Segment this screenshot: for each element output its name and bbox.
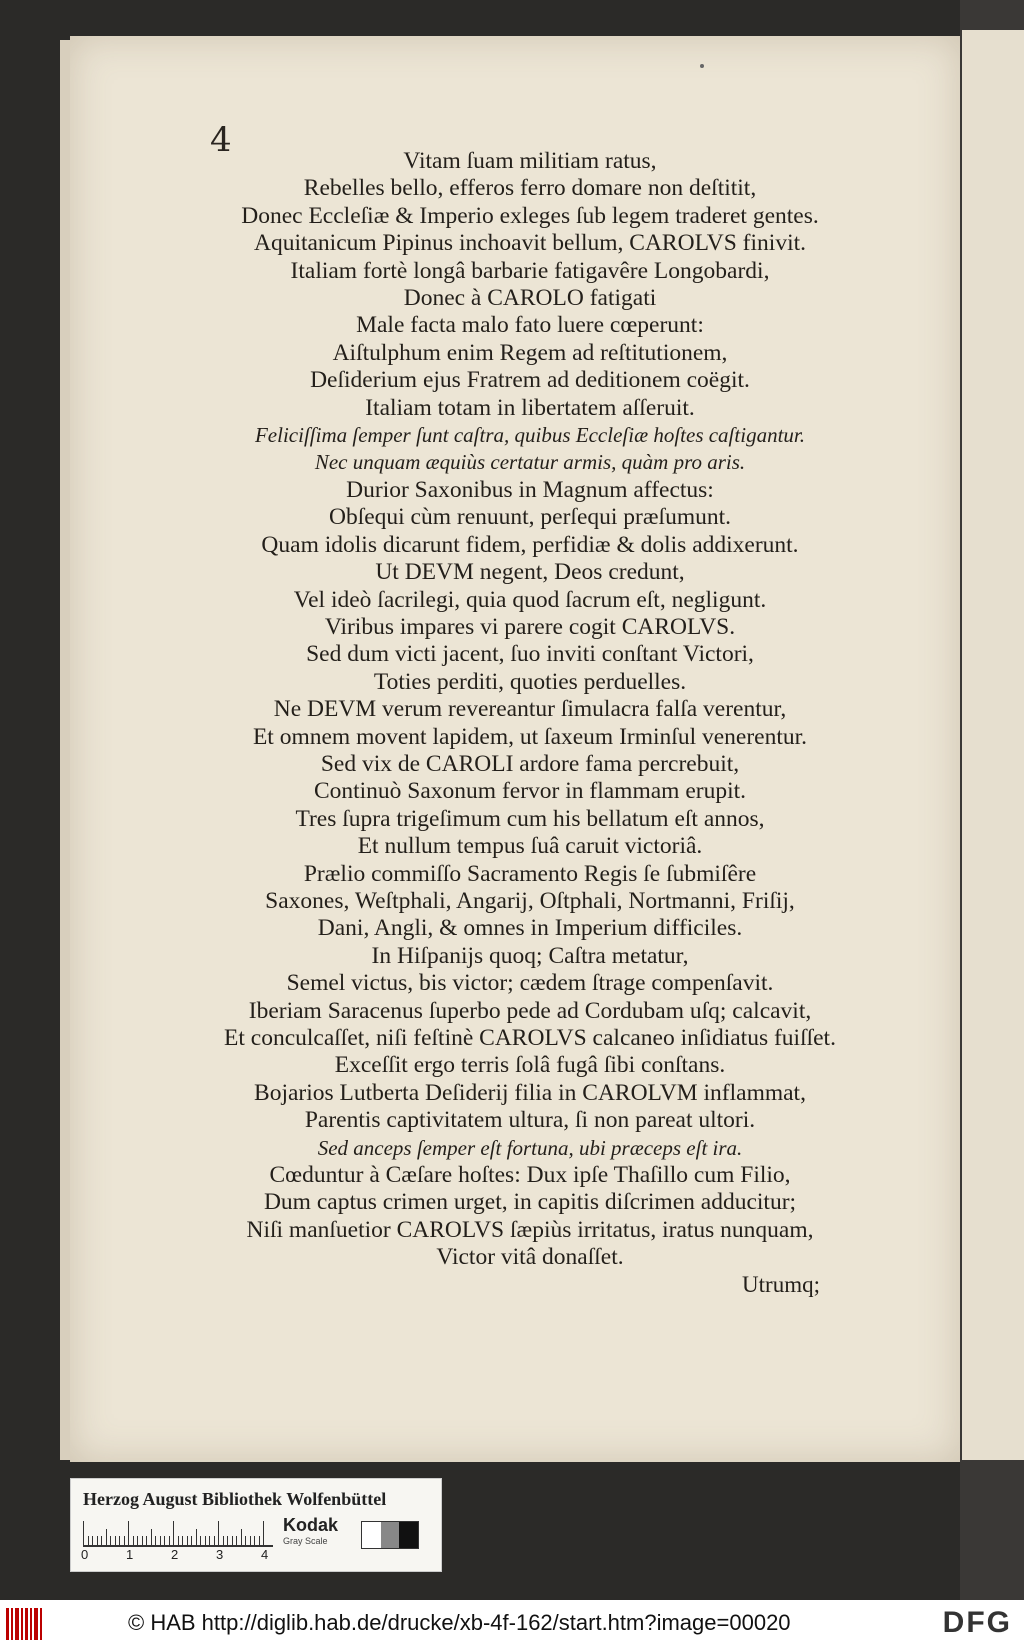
next-page-edge	[962, 30, 1024, 1460]
scale-ruler	[83, 1519, 273, 1547]
dfg-logo: DFG	[942, 1606, 1012, 1639]
ruler-tick	[232, 1536, 233, 1545]
text-line: Italiam fortè longâ barbarie fatigavêre Longobardi,	[290, 257, 770, 284]
ruler-tick	[263, 1521, 264, 1545]
ruler-tick	[137, 1536, 138, 1545]
grayscale-swatch	[361, 1521, 419, 1549]
page-edge	[60, 40, 70, 1460]
text-line: Ne DEVM verum revereantur ſimulacra falſa verentur,	[273, 696, 787, 723]
ruler-number: 3	[216, 1547, 224, 1562]
ruler-tick	[83, 1521, 84, 1545]
ruler-tick	[245, 1536, 246, 1545]
text-line: Tres ſupra trigeſimum cum his bellatum eſt annos,	[295, 805, 765, 832]
ruler-tick	[101, 1536, 102, 1545]
ruler-tick	[214, 1536, 215, 1545]
ruler-tick	[209, 1536, 210, 1545]
ruler-tick	[106, 1529, 107, 1545]
ruler-tick	[254, 1536, 255, 1545]
text-line: Sed dum victi jacent, ſuo inviti conſtant Victori,	[306, 641, 754, 668]
ruler-tick	[88, 1536, 89, 1545]
text-line: Dani, Angli, & omnes in Imperium difficiles.	[317, 915, 743, 942]
text-line: Vel ideò ſacrilegi, quia quod ſacrum eſt, negligunt.	[293, 586, 767, 613]
library-label-card	[70, 1478, 442, 1572]
text-line: Obſequi cùm renuunt, perſequi præſumunt.	[328, 504, 732, 531]
library-name: Herzog August Bibliothek Wolfenbüttel	[83, 1489, 387, 1509]
ruler-number: 4	[261, 1547, 269, 1562]
ruler-number: 0	[81, 1547, 89, 1562]
catchword: Utrumq;	[742, 1272, 820, 1297]
text-line: Rebelles bello, efferos ferro domare non deſtitit,	[303, 175, 757, 202]
ruler-tick	[218, 1521, 219, 1545]
text-line: Viribus impares vi parere cogit CAROLVS.	[324, 613, 736, 640]
text-line: Nec unquam æquiùs certatur armis, quàm pro aris.	[314, 450, 746, 475]
text-line: Prælio commiſſo Sacramento Regis ſe ſubmiſêre	[303, 860, 757, 887]
text-line: Dum captus crimen urget, in capitis diſcrimen adducitur;	[263, 1189, 797, 1216]
text-line: Et nullum tempus ſuâ caruit victoriâ.	[357, 833, 703, 860]
ruler-tick	[124, 1536, 125, 1545]
text-line: Vitam ſuam militiam ratus,	[403, 148, 657, 174]
page-text	[170, 148, 890, 1272]
ruler-tick	[200, 1536, 201, 1545]
text-line: Bojarios Lutberta Deſiderij filia in CAROLVM inflammat,	[254, 1079, 806, 1106]
text-line: Parentis captivitatem ultura, ſi non pareat ultori.	[304, 1107, 756, 1134]
text-line: Donec Eccleſiæ & Imperio exleges ſub legem traderet gentes.	[241, 202, 819, 229]
book-page	[70, 36, 960, 1462]
ruler-tick	[151, 1529, 152, 1545]
ruler-tick	[227, 1536, 228, 1545]
text-line: Victor vitâ donaſſet.	[436, 1244, 624, 1271]
ruler-number: 2	[171, 1547, 179, 1562]
ruler-tick	[97, 1536, 98, 1545]
text-line: Ut DEVM negent, Deos credunt,	[375, 559, 685, 586]
ruler-tick	[250, 1536, 251, 1545]
text-line: Continuò Saxonum fervor in flammam erupit.	[313, 778, 747, 805]
ruler-tick	[164, 1536, 165, 1545]
ruler-number: 1	[126, 1547, 134, 1562]
ruler-tick	[196, 1529, 197, 1545]
ruler-tick	[128, 1521, 129, 1545]
ruler-tick	[142, 1536, 143, 1545]
page-speck	[700, 64, 704, 68]
text-line: Semel victus, bis victor; cædem ſtrage compenſavit.	[286, 970, 774, 997]
text-line: In Hiſpanijs quoq; Caſtra metatur,	[371, 942, 689, 969]
ruler-tick	[155, 1536, 156, 1545]
text-line: Niſi manſuetior CAROLVS ſæpiùs irritatus, iratus nunquam,	[246, 1216, 814, 1243]
text-line: Aiſtulphum enim Regem ad reſtitutionem,	[332, 339, 728, 366]
text-line: Durior Saxonibus in Magnum affectus:	[346, 476, 714, 503]
text-line: Sed anceps ſemper eſt fortuna, ubi præceps eſt ira.	[317, 1135, 743, 1160]
ruler-tick	[119, 1536, 120, 1545]
kodak-name: Kodak	[283, 1515, 339, 1535]
kodak-logo	[283, 1515, 338, 1546]
ruler-tick	[169, 1536, 170, 1545]
text-line: Sed vix de CAROLI ardore fama percrebuit,	[320, 750, 740, 777]
ruler-tick	[110, 1536, 111, 1545]
ruler-tick	[259, 1536, 260, 1545]
ruler-tick	[241, 1529, 242, 1545]
ruler-tick	[182, 1536, 183, 1545]
text-line: Italiam totam in libertatem aſſeruit.	[365, 394, 695, 421]
text-line: Toties perditi, quoties perduelles.	[373, 668, 687, 695]
ruler-tick	[115, 1536, 116, 1545]
ruler-tick	[223, 1536, 224, 1545]
text-line: Male facta malo fato luere cœperunt:	[356, 312, 704, 339]
text-line: Aquitanicum Pipinus inchoavit bellum, CAROLVS finivit.	[253, 230, 807, 257]
ruler-tick	[146, 1536, 147, 1545]
source-url[interactable]: © HAB http://diglib.hab.de/drucke/xb-4f-162/start.htm?image=00020	[128, 1610, 791, 1635]
ruler-tick	[178, 1536, 179, 1545]
text-line: Et omnem movent lapidem, ut ſaxeum Irminſul venerentur.	[252, 723, 808, 750]
kodak-subtitle: Gray Scale	[283, 1536, 328, 1546]
text-line: Donec à CAROLO fatigati	[403, 285, 657, 312]
ruler-tick	[173, 1521, 174, 1545]
text-line: Feliciſſima ſemper ſunt caſtra, quibus Eccleſiæ hoſtes caſtigantur.	[254, 423, 805, 448]
ruler-tick	[160, 1536, 161, 1545]
text-line: Cœduntur à Cæſare hoſtes: Dux ipſe Thaſillo cum Filio,	[269, 1162, 791, 1189]
ruler-tick	[236, 1536, 237, 1545]
barcode-icon	[6, 1608, 46, 1640]
text-line: Quam idolis dicarunt fidem, perfidiæ & dolis addixerunt.	[261, 531, 799, 558]
ruler-tick	[187, 1536, 188, 1545]
ruler-tick	[191, 1536, 192, 1545]
ruler-tick	[133, 1536, 134, 1545]
footer-bar	[0, 1600, 1024, 1647]
ruler-tick	[92, 1536, 93, 1545]
text-line: Iberiam Saracenus ſuperbo pede ad Cordubam uſq; calcavit,	[248, 997, 812, 1024]
text-line: Exceſſit ergo terris ſolâ fugâ ſibi conſtans.	[334, 1052, 726, 1079]
ruler-tick	[205, 1536, 206, 1545]
text-line: Saxones, Weſtphali, Angarij, Oſtphali, Nortmanni, Friſij,	[265, 887, 795, 914]
page-number: 4	[210, 120, 232, 160]
text-line: Et conculcaſſet, niſi feſtinè CAROLVS calcaneo inſidiatus fuiſſet.	[224, 1025, 836, 1051]
text-line: Deſiderium ejus Fratrem ad deditionem coëgit.	[310, 367, 750, 394]
